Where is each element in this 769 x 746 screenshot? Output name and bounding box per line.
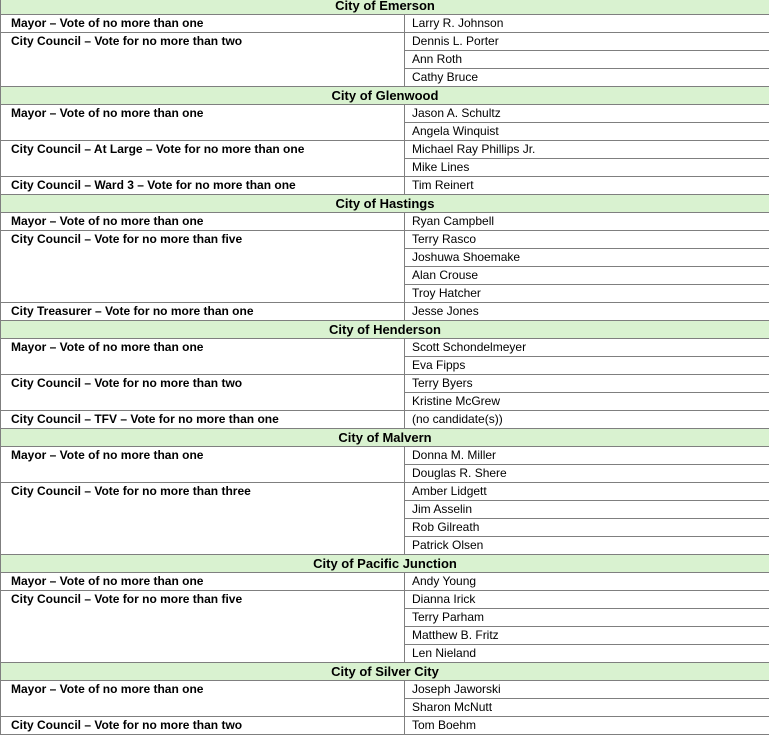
candidate-name: Alan Crouse xyxy=(405,267,769,285)
city-name: City of Emerson xyxy=(1,0,769,15)
candidate-name: Cathy Bruce xyxy=(405,69,769,87)
office-row xyxy=(1,447,769,465)
city-name: City of Hastings xyxy=(1,195,769,213)
candidate-name: Donna M. Miller xyxy=(405,447,769,465)
candidate-name: Kristine McGrew xyxy=(405,393,769,411)
office-row xyxy=(1,231,769,249)
office-title: Mayor – Vote of no more than one xyxy=(1,681,405,717)
candidate-name: Joseph Jaworski xyxy=(405,681,769,699)
office-title: City Council – Ward 3 – Vote for no more than one xyxy=(1,177,405,195)
city-header-row xyxy=(1,195,769,213)
office-title: Mayor – Vote of no more than one xyxy=(1,573,405,591)
candidate-name: Troy Hatcher xyxy=(405,285,769,303)
office-title: City Council – Vote for no more than five xyxy=(1,591,405,663)
candidate-name: Amber Lidgett xyxy=(405,483,769,501)
office-title: City Council – Vote for no more than five xyxy=(1,231,405,303)
office-title: Mayor – Vote of no more than one xyxy=(1,339,405,375)
office-row xyxy=(1,483,769,501)
candidate-name: Andy Young xyxy=(405,573,769,591)
candidate-name: Scott Schondelmeyer xyxy=(405,339,769,357)
office-title: City Council – Vote for no more than two xyxy=(1,33,405,87)
candidate-name: Terry Rasco xyxy=(405,231,769,249)
candidate-name: Rob Gilreath xyxy=(405,519,769,537)
office-title: Mayor – Vote of no more than one xyxy=(1,15,405,33)
candidate-name: Ryan Campbell xyxy=(405,213,769,231)
office-title: Mayor – Vote of no more than one xyxy=(1,447,405,483)
candidate-name: Joshuwa Shoemake xyxy=(405,249,769,267)
office-title: City Council – Vote for no more than three xyxy=(1,483,405,555)
candidate-name: Mike Lines xyxy=(405,159,769,177)
candidate-name: Jim Asselin xyxy=(405,501,769,519)
office-row xyxy=(1,33,769,51)
city-name: City of Pacific Junction xyxy=(1,555,769,573)
office-row xyxy=(1,177,769,195)
office-row xyxy=(1,717,769,735)
candidate-name: Terry Byers xyxy=(405,375,769,393)
candidate-name: Sharon McNutt xyxy=(405,699,769,717)
candidate-name: Douglas R. Shere xyxy=(405,465,769,483)
city-name: City of Malvern xyxy=(1,429,769,447)
office-title: Mayor – Vote of no more than one xyxy=(1,213,405,231)
office-row xyxy=(1,375,769,393)
candidate-name: Tom Boehm xyxy=(405,717,769,735)
city-header-row xyxy=(1,663,769,681)
candidate-name: Angela Winquist xyxy=(405,123,769,141)
city-header-row xyxy=(1,555,769,573)
candidate-name: (no candidate(s)) xyxy=(405,411,769,429)
city-name: City of Glenwood xyxy=(1,87,769,105)
office-title: City Council – TFV – Vote for no more than one xyxy=(1,411,405,429)
office-row xyxy=(1,411,769,429)
candidate-name: Patrick Olsen xyxy=(405,537,769,555)
city-header-row xyxy=(1,429,769,447)
candidate-name: Terry Parham xyxy=(405,609,769,627)
office-row xyxy=(1,141,769,159)
candidate-name: Jason A. Schultz xyxy=(405,105,769,123)
office-title: City Council – Vote for no more than two xyxy=(1,717,405,735)
office-title: City Council – Vote for no more than two xyxy=(1,375,405,411)
city-header-row xyxy=(1,87,769,105)
candidate-name: Eva Fipps xyxy=(405,357,769,375)
candidate-name: Jesse Jones xyxy=(405,303,769,321)
candidate-name: Michael Ray Phillips Jr. xyxy=(405,141,769,159)
candidate-name: Larry R. Johnson xyxy=(405,15,769,33)
office-row xyxy=(1,213,769,231)
office-row xyxy=(1,591,769,609)
city-header-row xyxy=(1,321,769,339)
candidate-name: Dennis L. Porter xyxy=(405,33,769,51)
office-title: City Council – At Large – Vote for no more than one xyxy=(1,141,405,177)
office-row xyxy=(1,105,769,123)
office-row xyxy=(1,573,769,591)
office-row xyxy=(1,339,769,357)
city-header-row xyxy=(1,0,769,15)
candidate-name: Ann Roth xyxy=(405,51,769,69)
office-row xyxy=(1,303,769,321)
city-name: City of Henderson xyxy=(1,321,769,339)
candidate-name: Len Nieland xyxy=(405,645,769,663)
office-title: City Treasurer – Vote for no more than one xyxy=(1,303,405,321)
office-row xyxy=(1,681,769,699)
city-name: City of Silver City xyxy=(1,663,769,681)
office-row xyxy=(1,15,769,33)
candidate-name: Tim Reinert xyxy=(405,177,769,195)
candidate-name: Dianna Irick xyxy=(405,591,769,609)
office-title: Mayor – Vote of no more than one xyxy=(1,105,405,141)
candidate-name: Matthew B. Fritz xyxy=(405,627,769,645)
